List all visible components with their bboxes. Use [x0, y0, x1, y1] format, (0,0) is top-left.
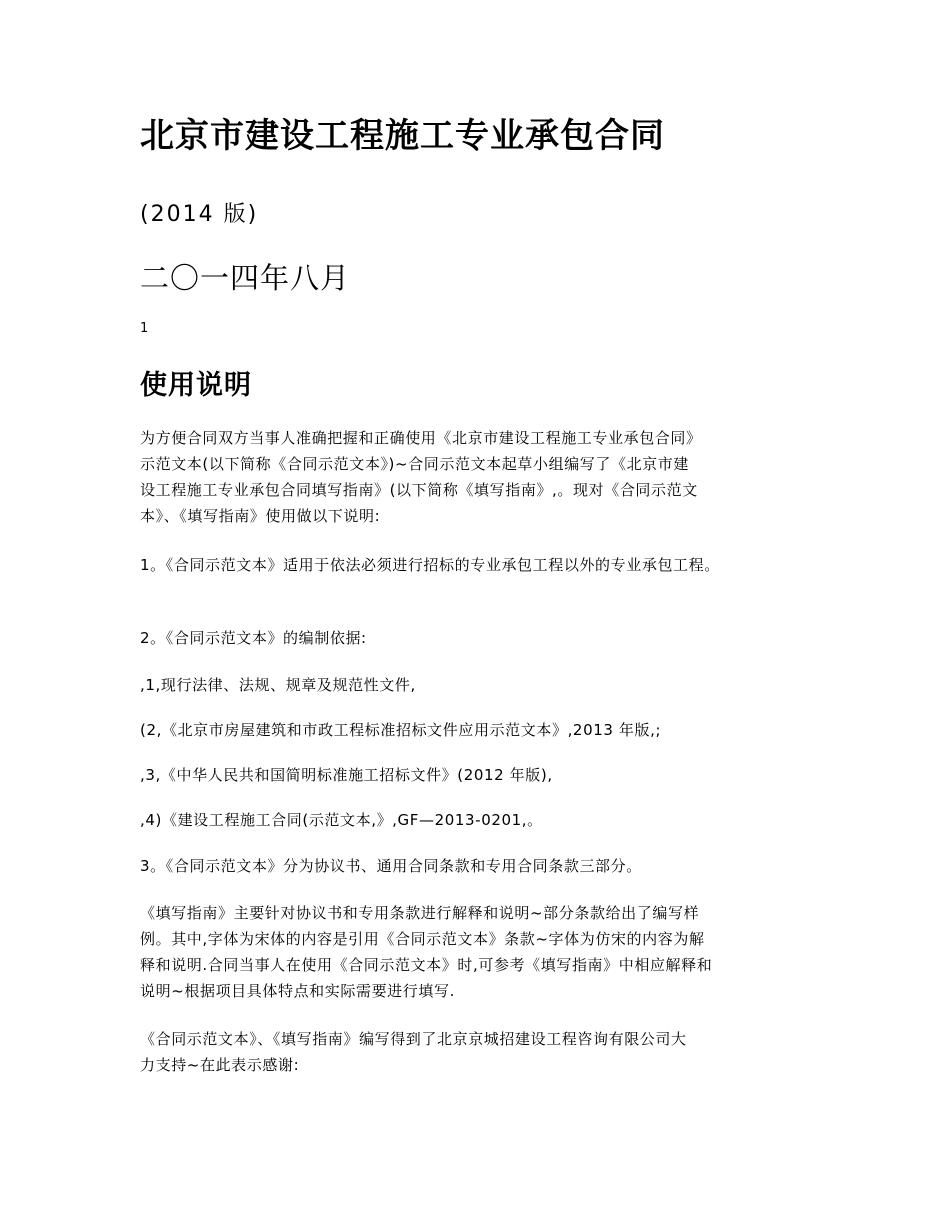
item-2: 2。《合同示范文本》的编制依据:: [140, 629, 367, 647]
intro-line: 本》、《填写指南》使用做以下说明:: [140, 507, 381, 525]
intro-line: 示范文本(以下简称《合同示范文本》)~合同示范文本起草小组编写了《北京市建: [140, 455, 689, 473]
intro-line: 设工程施工专业承包合同填写指南》(以下简称《填写指南》,。现对《合同示范文: [140, 481, 698, 499]
guide-line: 说明~根据项目具体特点和实际需要进行填写.: [140, 982, 455, 1000]
item-1: 1。《合同示范文本》适用于依法必须进行招标的专业承包工程以外的专业承包工程。: [140, 556, 720, 574]
page-number: 1: [140, 321, 149, 336]
section-heading: 使用说明: [140, 370, 252, 401]
basis-item-4: ,4)《建设工程施工合同(示范文本,》,GF—2013-0201,。: [140, 811, 543, 829]
intro-paragraph: [140, 425, 820, 529]
thanks-paragraph: [140, 1026, 820, 1078]
thanks-line: 《合同示范文本》、《填写指南》编写得到了北京京城招建设工程咨询有限公司大: [140, 1030, 687, 1048]
document-date: 二〇一四年八月: [140, 261, 351, 295]
item-3: 3。《合同示范文本》分为协议书、通用合同条款和专用合同条款三部分。: [140, 857, 642, 875]
intro-line: 为方便合同双方当事人准确把握和正确使用《北京市建设工程施工专业承包合同》: [140, 429, 702, 447]
guide-line: 释和说明.合同当事人在使用《合同示范文本》时,可参考《填写指南》中相应解释和: [140, 956, 713, 974]
guide-line: 例。其中,字体为宋体的内容是引用《合同示范文本》条款~字体为仿宋的内容为解: [140, 930, 705, 948]
basis-item-2: (2,《北京市房屋建筑和市政工程标准招标文件应用示范文本》,2013 年版,;: [140, 721, 662, 739]
thanks-line: 力支持~在此表示感谢:: [140, 1056, 300, 1074]
guide-paragraph: [140, 900, 820, 1004]
basis-item-1: ,1,现行法律、法规、规章及规范性文件,: [140, 676, 416, 694]
document-title: 北京市建设工程施工专业承包合同: [140, 116, 665, 156]
basis-item-3: ,3,《中华人民共和国简明标准施工招标文件》(2012 年版),: [140, 766, 553, 784]
guide-line: 《填写指南》主要针对协议书和专用条款进行解释和说明~部分条款给出了编写样: [140, 904, 700, 922]
edition-label: (2014 版): [140, 202, 259, 227]
